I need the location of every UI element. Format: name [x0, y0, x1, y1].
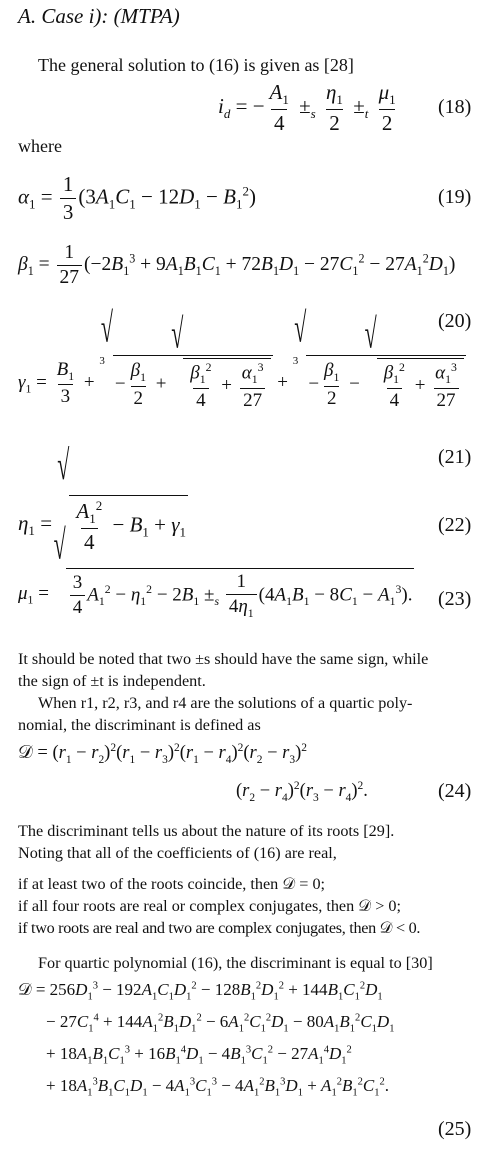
equation-18: $i_d$ = − $\frac{A_1}{4}$ $\pm_s$ $\frac{\eta_1}{2}$ $\pm_t$ $\frac{\mu_1}{2}$ — [218, 80, 396, 136]
paragraph-1-line-2: the sign of ±t is independent. — [18, 672, 206, 690]
paragraph-1-line-1: It should be noted that two ±s should have the same sign, while — [18, 650, 429, 668]
equation-19: $\alpha_1$ = $\frac{1}{3}$ $(3A_1C_1 - 12D_1 - B_1^2)$ — [18, 172, 256, 224]
equation-25-line-1: 𝒟 = $256D_1^3 - 192A_1C_1D_1^2 - 128B_1^2D_1^2 + 144B_1C_1^2D_1$ — [18, 980, 383, 1003]
eq-number-18: (18) — [438, 96, 472, 118]
equation-25-line-2: − $27C_1^4 + 144A_1^2B_1D_1^2 - 6A_1^2C_1^2D_1 - 80A_1B_1^2C_1D_1$ — [46, 1012, 395, 1035]
eq-number-19: (19) — [438, 186, 472, 208]
condition-2: if all four roots are real or complex conjugates, then 𝒟 > 0; — [18, 897, 401, 915]
eq-number-22: (22) — [438, 514, 472, 536]
equation-23: $\mu_1$ = √ $\frac{3}{4}$ $A_1^2 - \eta_1^2 - 2B_1 \pm_s$ $\frac{1}{4\eta_1}$ $(4A_1B_1 - 8C_1 - A_1^3)$. — [18, 520, 413, 620]
equation-24-line-2: $(r_2 - r_4)^2(r_3 - r_4)^2$. — [236, 780, 368, 804]
condition-3: if two roots are real and two are complex conjugates, then 𝒟 < 0. — [18, 919, 421, 937]
intro-text: The general solution to (16) is given as [28] — [38, 55, 354, 75]
equation-22: $\eta_1$ = √ $\frac{A_1^2}{4}$ − $B_1 + \gamma_1$ — [18, 440, 187, 555]
equation-21: $\gamma_1$ = $\frac{B_1}{3}$ + 3 √ − $\frac{\beta_1}{2}$ + √ $\frac{\beta_1^2}{4}$ + $\frac{\alpha_1^3}{27}$ + 3 √ − $\frac{\beta_1}{2}$ − √ $\frac{\beta_1^2}{4}$ + $\frac{\alpha_1^3}{27}$ — [18, 355, 466, 412]
equation-25-line-3: + $18A_1B_1C_1^3 + 16B_1^4D_1 - 4B_1^3C_1^2 - 27A_1^4D_1^2$ — [46, 1044, 352, 1067]
paragraph-2-line-1: When r1, r2, r3, and r4 are the solutions of a quartic poly- — [38, 694, 413, 712]
paragraph-3-line-2: Noting that all of the coefficients of (16) are real, — [18, 844, 337, 862]
eq-number-23: (23) — [438, 588, 472, 610]
eq-number-25: (25) — [438, 1118, 472, 1140]
equation-20: $\beta_1$ = $\frac{1}{27}$ $(-2B_1^3 + 9A_1B_1C_1 + 72B_1D_1 - 27C_1^2 - 27A_1^2D_1)$ — [18, 242, 456, 288]
equation-24-line-1: 𝒟 = $(r_1 - r_2)^2(r_1 - r_3)^2(r_1 - r_4)^2(r_2 - r_3)^2$ — [18, 742, 307, 766]
eq-number-24: (24) — [438, 780, 472, 802]
paragraph-4: For quartic polynomial (16), the discriminant is equal to [30] — [38, 954, 433, 972]
condition-1: if at least two of the roots coincide, then 𝒟 = 0; — [18, 875, 326, 893]
eq-number-21: (21) — [438, 446, 472, 468]
eq-number-20: (20) — [438, 310, 472, 332]
section-heading: A. Case i): (MTPA) — [18, 4, 180, 28]
where-label: where — [18, 136, 62, 156]
equation-25-line-4: + $18A_1^3B_1C_1D_1 - 4A_1^3C_1^3 - 4A_1^2B_1^3D_1 + A_1^2B_1^2C_1^2$. — [46, 1076, 390, 1099]
paragraph-3-line-1: The discriminant tells us about the nature of its roots [29]. — [18, 822, 395, 840]
paragraph-2-line-2: nomial, the discriminant is defined as — [18, 716, 261, 734]
